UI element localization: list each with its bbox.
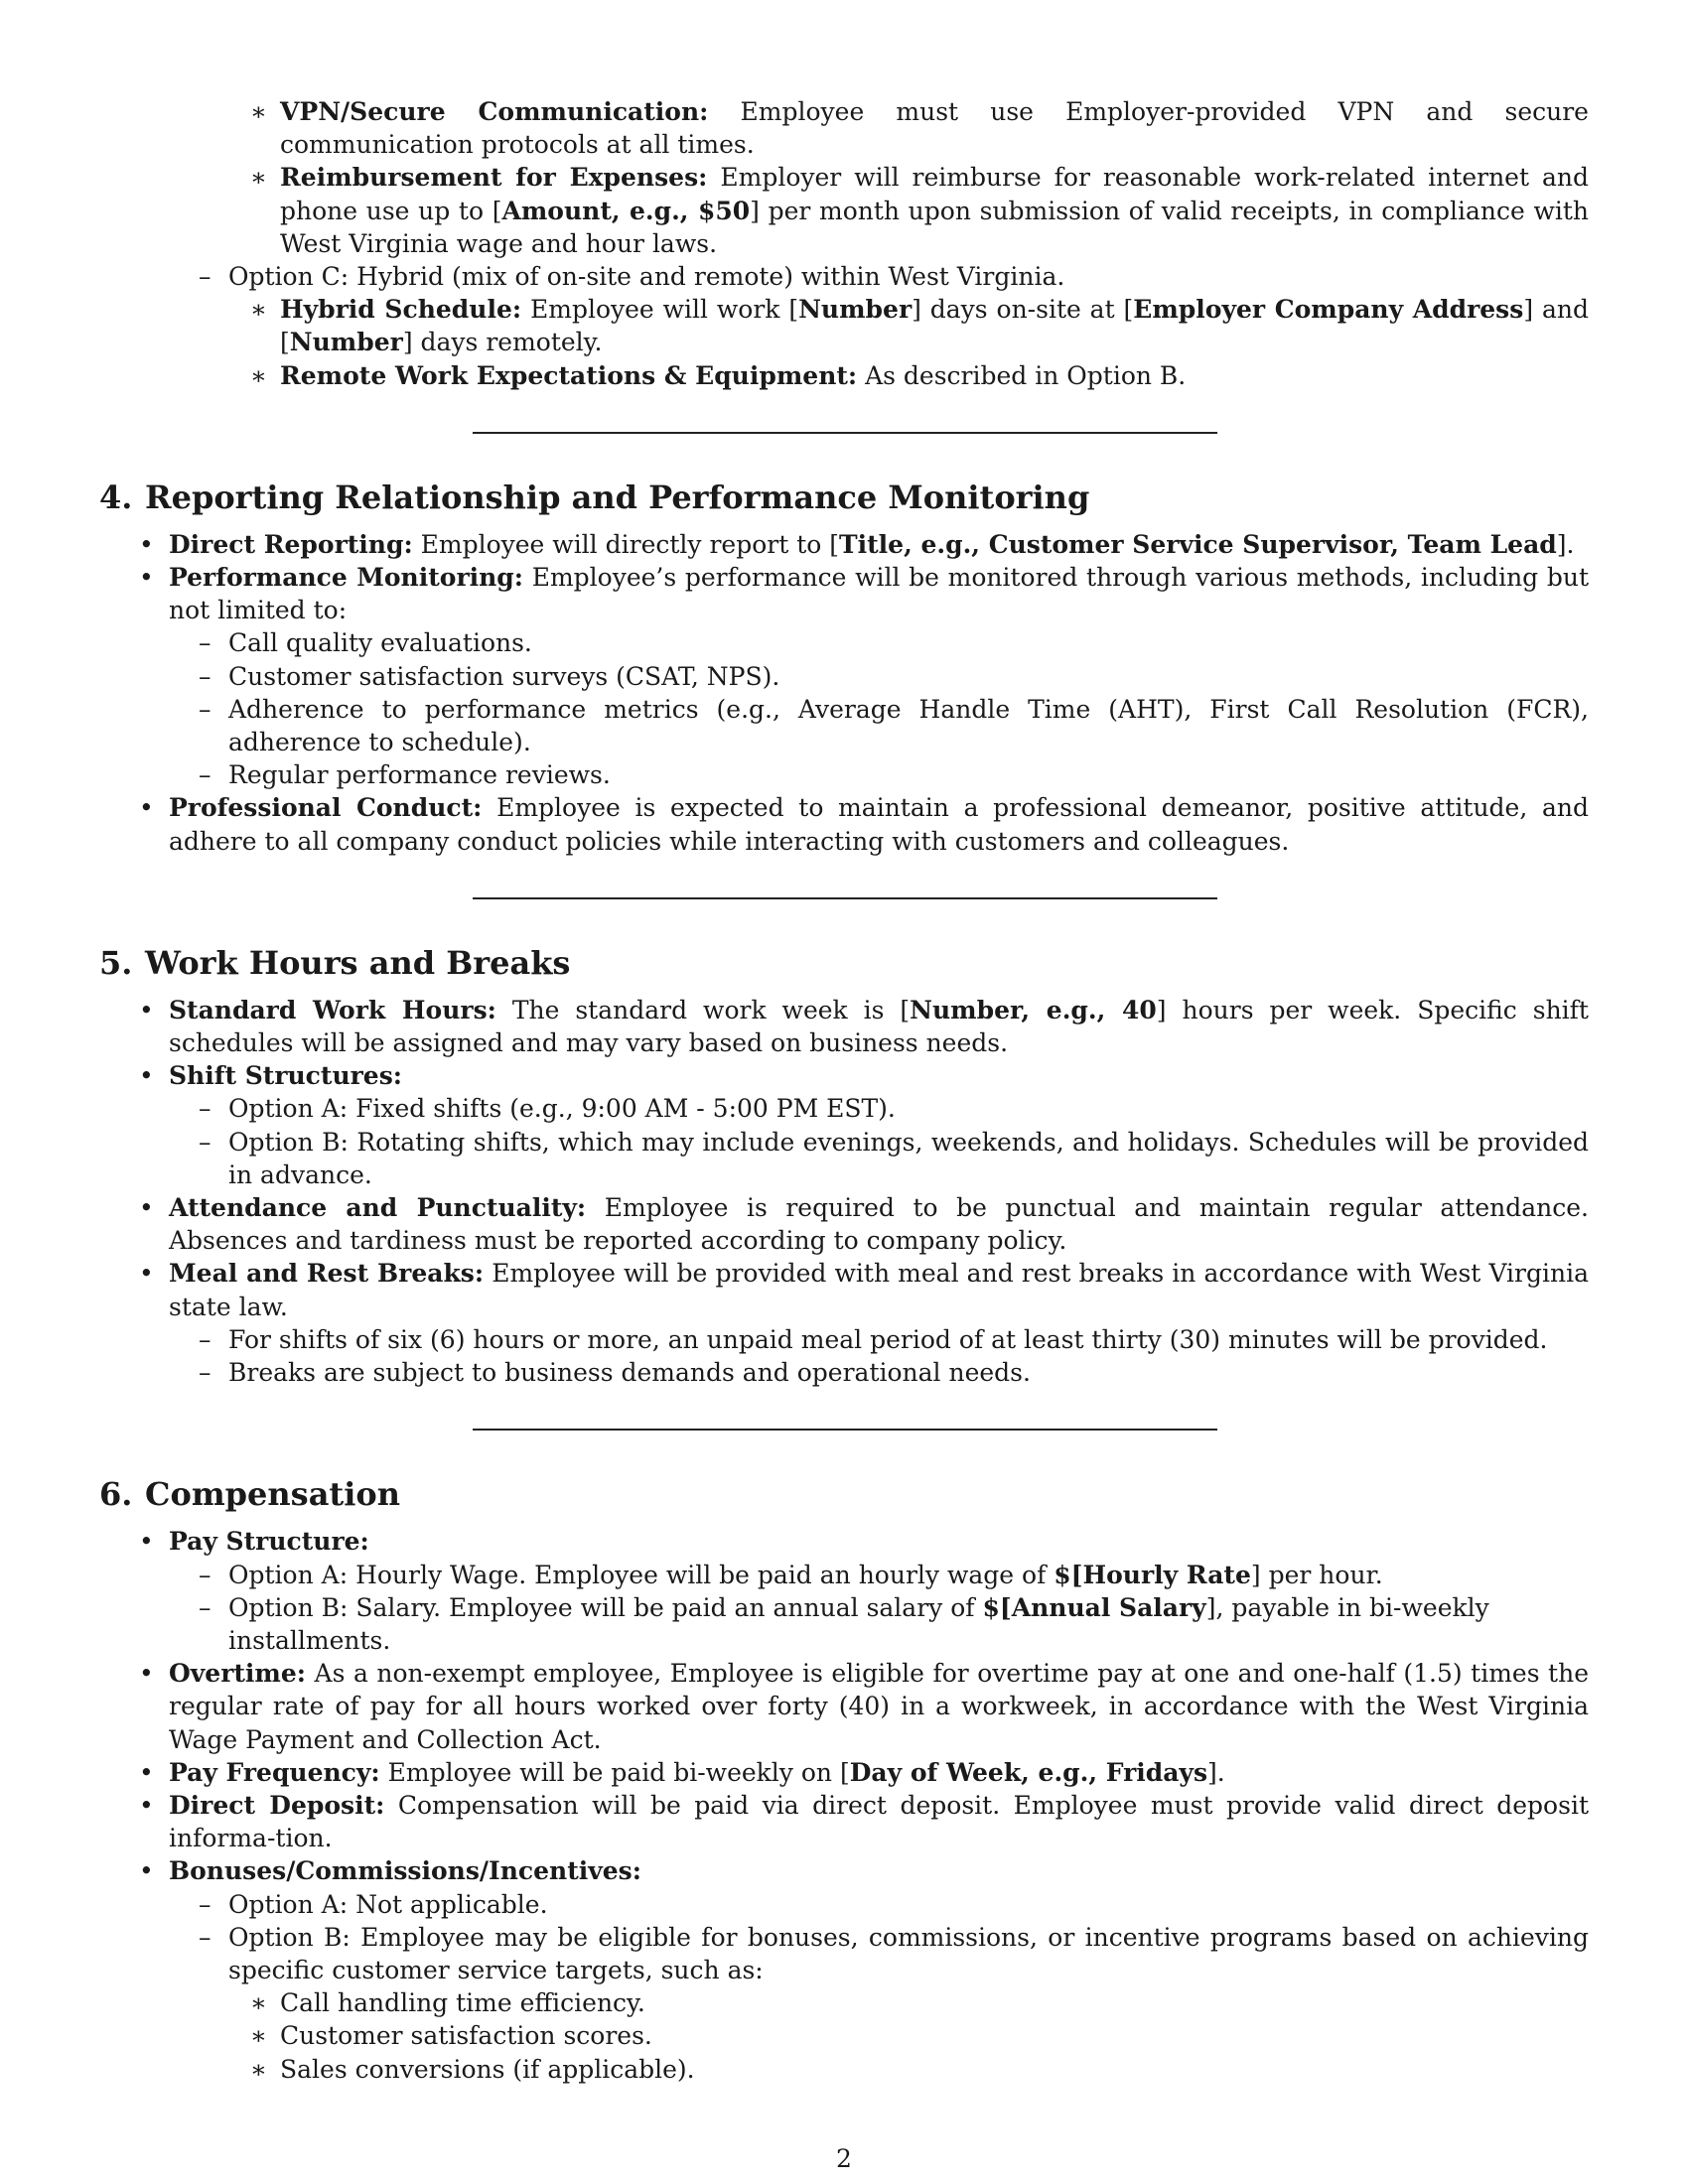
section-heading-6: 6. Compensation	[99, 1475, 400, 1514]
list-item: – Option A: Not applicable.	[99, 1888, 1589, 1921]
bullet-marker: •	[139, 995, 154, 1024]
bullet-marker: •	[139, 1193, 154, 1223]
list-item: ∗ Customer satisfaction scores.	[99, 2019, 1589, 2052]
list-item-professional-conduct: • Professional Conduct: Employee is expected to maintain a professional demeanor, positive attitude, and adhere to all company conduct policies while interacting with customers and colleagues.	[139, 793, 1590, 856]
dash-marker: –	[199, 628, 211, 658]
list-item-performance-monitoring: • Performance Monitoring: Employee’s performance will be monitored through various methods, including but not limited to:	[139, 563, 1590, 625]
item-label: Pay Structure:	[169, 1527, 369, 1557]
item-label: Overtime:	[169, 1659, 307, 1689]
star-marker: ∗	[250, 163, 267, 193]
list-item-bonuses	[99, 1854, 1589, 1887]
bullet-marker: •	[139, 1856, 154, 1886]
list-item-shift-structures	[99, 1059, 1589, 1092]
list-item-pay-option-b: – Option B: Salary. Employee will be paid an annual salary of $[Annual Salary], payable in bi-weekly installments.	[199, 1592, 1489, 1655]
bullet-marker: •	[139, 1061, 154, 1091]
list-item: – Option B: Rotating shifts, which may include evenings, weekends, and holidays. Schedules will be provided in advance.	[199, 1127, 1589, 1189]
dash-marker: –	[199, 262, 211, 292]
dash-marker: –	[199, 694, 211, 724]
item-label: Hybrid Schedule:	[280, 295, 522, 325]
bullet-marker: •	[139, 1259, 154, 1289]
list-item-remote-expectations: ∗ Remote Work Expectations & Equipment: As described in Option B.	[99, 359, 1589, 392]
section-divider	[473, 1429, 1217, 1431]
document-page	[99, 95, 1589, 2086]
dash-marker: –	[199, 1127, 211, 1157]
list-item-attendance: • Attendance and Punctuality: Employee is required to be punctual and maintain regular attendance. Absences and tardiness must be reported according to company policy.	[139, 1193, 1589, 1256]
star-marker: ∗	[250, 97, 267, 126]
section-heading-4: 4. Reporting Relationship and Performance Monitoring	[99, 478, 1090, 516]
list-item: ∗ Sales conversions (if applicable).	[99, 2053, 1589, 2086]
dash-marker: –	[199, 760, 211, 790]
item-label: Reimbursement for Expenses:	[280, 163, 708, 193]
list-item: – Customer satisfaction surveys (CSAT, NPS).	[99, 660, 1589, 693]
list-item: – Option B: Employee may be eligible for bonuses, commissions, or incentive programs based on achieving specific customer service targets, such as:	[199, 1922, 1589, 1984]
list-item-pay-frequency: • Pay Frequency: Employee will be paid bi-weekly on [Day of Week, e.g., Fridays].	[99, 1756, 1589, 1789]
list-item-direct-deposit: • Direct Deposit: Compensation will be paid via direct deposit. Employee must provide valid direct deposit informa-tion.	[139, 1790, 1589, 1853]
list-item: – Adherence to performance metrics (e.g., Average Handle Time (AHT), First Call Resolution (FCR), adherence to schedule).	[199, 694, 1589, 757]
item-label: Direct Reporting:	[169, 529, 413, 559]
dash-marker: –	[199, 661, 211, 691]
list-item: ∗ Call handling time efficiency.	[99, 1986, 1589, 2019]
bullet-marker: •	[139, 563, 154, 593]
list-item-vpn: ∗ VPN/Secure Communication: Employee must use Employer-provided VPN and secure communication protocols at all times.	[250, 97, 1589, 160]
star-marker: ∗	[250, 2054, 267, 2084]
dash-marker: –	[199, 1560, 211, 1589]
item-label: Meal and Rest Breaks:	[169, 1259, 485, 1289]
list-item: – Call quality evaluations.	[99, 626, 1589, 659]
dash-marker: –	[199, 1922, 211, 1952]
list-item-meal-breaks: • Meal and Rest Breaks: Employee will be provided with meal and rest breaks in accordance with West Virginia state law.	[139, 1259, 1590, 1321]
bullet-marker: •	[139, 1659, 154, 1689]
item-label: Direct Deposit:	[169, 1790, 385, 1820]
list-item: – Breaks are subject to business demands and operational needs.	[99, 1356, 1589, 1389]
star-marker: ∗	[250, 295, 267, 325]
list-item-standard-hours: • Standard Work Hours: The standard work week is [Number, e.g., 40] hours per week. Specific shift schedules will be assigned and may vary based on business needs.	[139, 995, 1589, 1058]
page-number: 2	[836, 2144, 852, 2173]
list-item: – For shifts of six (6) hours or more, an unpaid meal period of at least thirty (30) minutes will be provided.	[99, 1323, 1589, 1356]
dash-marker: –	[199, 1889, 211, 1919]
section-heading-5: 5. Work Hours and Breaks	[99, 943, 571, 982]
item-label: Bonuses/Commissions/Incentives:	[169, 1856, 641, 1886]
bullet-marker: •	[139, 1527, 154, 1557]
list-item-pay-structure	[99, 1525, 1589, 1558]
star-marker: ∗	[250, 2021, 267, 2051]
list-item-reimbursement: ∗ Reimbursement for Expenses: Employer will reimburse for reasonable work-related internet and phone use up to [Amount, e.g., $50] per month upon submission of valid receipts, in compliance with West Virginia wage and hour laws.	[250, 163, 1590, 258]
list-item: – Option A: Fixed shifts (e.g., 9:00 AM - 5:00 PM EST).	[99, 1092, 1589, 1125]
list-item-pay-option-a: – Option A: Hourly Wage. Employee will be paid an hourly wage of $[Hourly Rate] per hour.	[99, 1559, 1589, 1591]
item-label: Professional Conduct:	[169, 793, 483, 823]
item-label: Attendance and Punctuality:	[169, 1193, 587, 1223]
item-label: VPN/Secure Communication:	[280, 97, 709, 126]
bullet-marker: •	[139, 793, 154, 823]
section-divider	[473, 897, 1217, 899]
item-label: Performance Monitoring:	[169, 563, 524, 593]
bullet-marker: •	[139, 1790, 154, 1820]
list-item: – Regular performance reviews.	[99, 758, 1589, 791]
list-item-hybrid-schedule: ∗ Hybrid Schedule: Employee will work [Number] days on-site at [Employer Company Address] and [Number] days remotely.	[250, 295, 1589, 357]
bullet-marker: •	[139, 1757, 154, 1787]
section-divider	[473, 432, 1217, 434]
dash-marker: –	[199, 1358, 211, 1388]
item-label: Standard Work Hours:	[169, 995, 496, 1024]
list-item-overtime: • Overtime: As a non-exempt employee, Employee is eligible for overtime pay at one and one-half (1.5) times the regular rate of pay for all hours worked over forty (40) in a workweek, in accordance with the West Virginia Wage Payment and Collection Act.	[139, 1659, 1589, 1754]
bullet-marker: •	[139, 529, 154, 559]
star-marker: ∗	[250, 1988, 267, 2018]
dash-marker: –	[199, 1592, 211, 1622]
item-label: Pay Frequency:	[169, 1757, 380, 1787]
star-marker: ∗	[250, 360, 267, 390]
item-label: Shift Structures:	[169, 1061, 403, 1091]
list-item-direct-reporting: • Direct Reporting: Employee will directly report to [Title, e.g., Customer Service Supervisor, Team Lead].	[99, 528, 1589, 561]
dash-marker: –	[199, 1324, 211, 1354]
dash-marker: –	[199, 1094, 211, 1124]
list-item-option-c: – Option C: Hybrid (mix of on-site and remote) within West Virginia.	[99, 260, 1589, 293]
item-label: Remote Work Expectations & Equipment:	[280, 360, 858, 390]
